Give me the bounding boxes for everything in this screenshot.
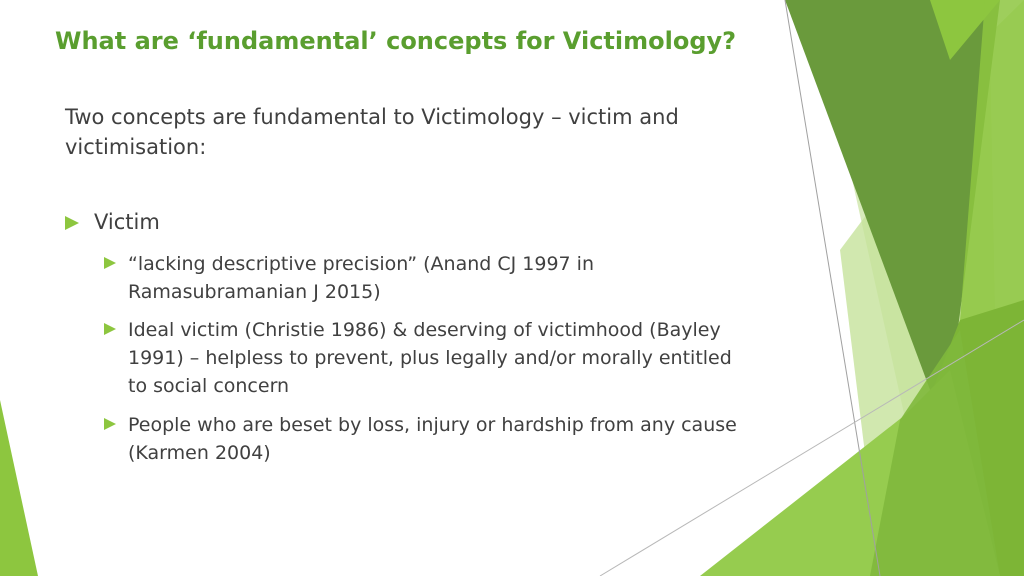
sub-bullet-text: People who are beset by loss, injury or hardship from any cause (Karmen 2004) bbox=[128, 414, 737, 464]
sub-bullet-2 bbox=[104, 316, 744, 400]
sub-bullet-3 bbox=[104, 411, 744, 467]
sub-bullet-text: Ideal victim (Christie 1986) & deserving of victimhood (Bayley 1991) – helpless to prevent, plus legally and/or morally entitled to social concern bbox=[128, 319, 732, 397]
slide-title: What are ‘fundamental’ concepts for Victimology? bbox=[55, 27, 737, 55]
bullet-victim bbox=[65, 207, 160, 237]
intro-text: Two concepts are fundamental to Victimology – victim and victimisation: bbox=[65, 105, 679, 159]
bullet-arrow-icon bbox=[65, 216, 79, 230]
sub-bullet-arrow-icon bbox=[104, 418, 116, 430]
bullet-victim-label: Victim bbox=[94, 210, 160, 234]
sub-bullet-1 bbox=[104, 250, 744, 306]
sub-bullet-text: “lacking descriptive precision” (Anand CJ 1997 in Ramasubramanian J 2015) bbox=[128, 253, 595, 303]
sub-bullet-arrow-icon bbox=[104, 257, 116, 269]
decor-shape-left-bar bbox=[0, 400, 38, 576]
sub-bullet-arrow-icon bbox=[104, 323, 116, 335]
